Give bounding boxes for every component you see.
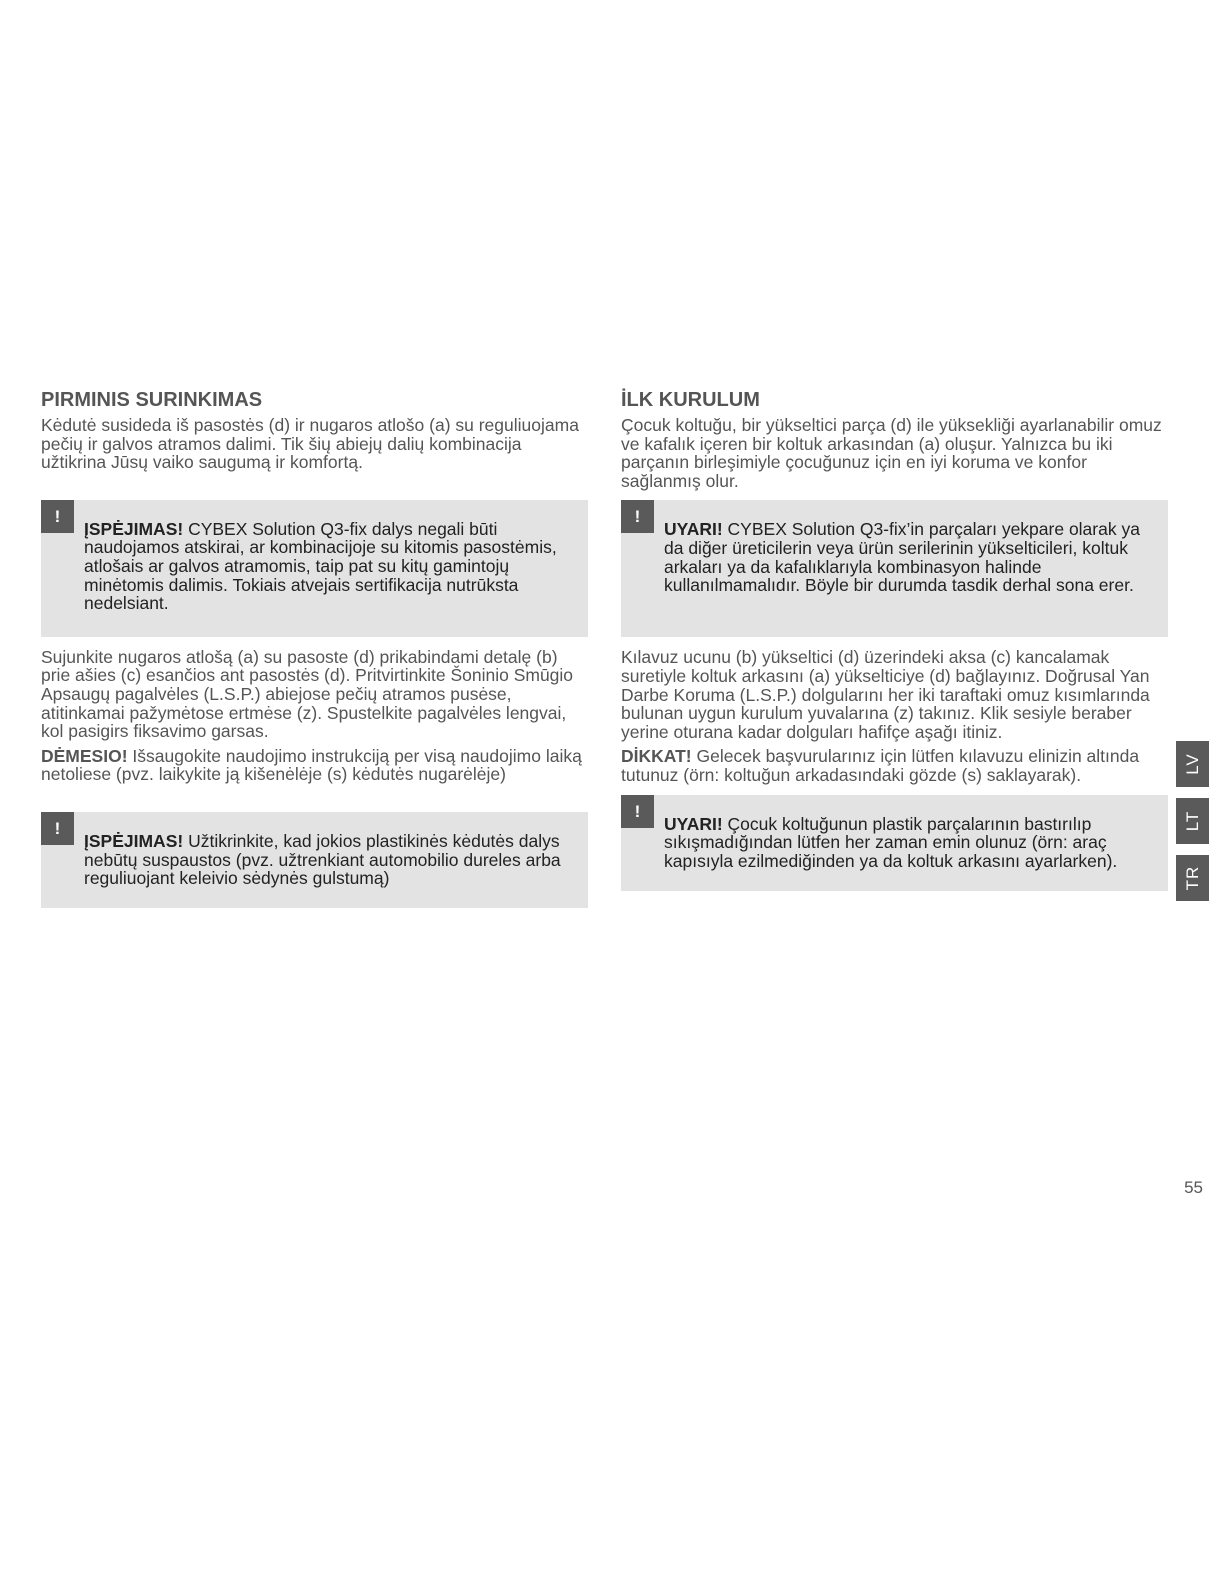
warning-box	[41, 500, 588, 637]
column-turkish	[621, 388, 1168, 891]
note-body: Išsaugokite naudojimo instrukciją per visą naudojimo laiką netoliese (pvz. laikykite ją kišenėlėje (s) kėdutės nugarėlėje)	[41, 745, 582, 785]
exclamation-icon: !	[621, 500, 654, 533]
note-paragraph	[621, 747, 1168, 784]
language-tab-lv	[1176, 741, 1209, 787]
warning-body: CYBEX Solution Q3-fix dalys negali būti naudojamos atskirai, ar kombinacijoje su kitomis pasostėmis, atlošais ar galvos atramomis, taip pat su kitų gamintojų minėtomis dalimis. Tokiais atvejais sertifikacija nutrūksta nedelsiant.	[84, 518, 557, 614]
assembly-paragraph: Sujunkite nugaros atlošą (a) su pasoste (d) prikabindami detalę (b) prie ašies (c) esančios ant pasostės (d). Pritvirtinkite Šoninio Smūgio Apsaugų pagalvėles (L.S.P.) abiejose pečių atramos pusėse, atitinkamai pažymėtose ertmėse (z). Spustelkite pagalvėles lengvai, kol pasigirs fiksavimo garsas.	[41, 646, 574, 742]
section-heading: İLK KURULUM	[621, 389, 760, 411]
warning-box	[41, 812, 588, 908]
warning-text	[664, 815, 1150, 871]
section-heading: PIRMINIS SURINKIMAS	[41, 389, 263, 411]
warning-box	[621, 500, 1168, 637]
warning-label: UYARI!	[664, 813, 723, 834]
warning-box	[621, 795, 1168, 891]
language-tabs	[1176, 741, 1209, 912]
warning-label: ĮSPĖJIMAS!	[84, 830, 184, 851]
exclamation-icon: !	[621, 795, 654, 828]
language-tab-label: TR	[1182, 865, 1202, 891]
page-number: 55	[1184, 1178, 1203, 1197]
intro-paragraph: Çocuk koltuğu, bir yükseltici parça (d) ile yüksekliği ayarlanabilir omuz ve kafalık içeren bir koltuk arkasından (a) oluşur. Yalnızca bu iki parçanın birleşimiyle çocuğunuz için en iyi koruma ve konfor sağlanmış olur.	[621, 415, 1162, 491]
assembly-paragraph: Kılavuz ucunu (b) yükseltici (d) üzerindeki aksa (c) kancalamak suretiyle koltuk arkasını (a) yükselticiye (d) bağlayınız. Doğrusal Yan Darbe Koruma (L.S.P.) dolgularını her iki taraftaki omuz kısımlarında bulunan uygun kurulum yuvalarına (z) takınız. Klik sesiyle beraber yerine oturana kadar dolguları hafifçe aşağı itiniz.	[621, 647, 1150, 742]
exclamation-icon: !	[41, 812, 74, 845]
language-tab-label: LT	[1182, 810, 1202, 832]
warning-text	[84, 832, 570, 888]
warning-text	[664, 520, 1150, 594]
warning-body: CYBEX Solution Q3-fix’in parçaları yekpare olarak ya da diğer üreticilerin veya ürün serilerinin yükselticileri, koltuk arkaları ya da kafalıklarıyla kombinasyon halinde kullanılmamalıdır. Böyle bir durumda tasdik derhal sona erer.	[664, 519, 1140, 596]
intro-paragraph: Kėdutė susideda iš pasostės (d) ir nugaros atlošo (a) su reguliuojama pečių ir galvos atramos dalimi. Tik šių abiejų dalių kombinacija užtikrina Jūsų vaiko saugumą ir komfortą.	[41, 415, 579, 473]
warning-label: ĮSPĖJIMAS!	[84, 518, 184, 539]
language-tab-lt	[1176, 798, 1209, 844]
warning-body: Užtikrinkite, kad jokios plastikinės kėdutės dalys nebūtų suspaustos (pvz. užtrenkiant automobilio dureles arba reguliuojant keleivio sėdynės gulstumą)	[84, 830, 561, 889]
warning-body: Çocuk koltuğunun plastik parçalarının bastırılıp sıkışmadığından lütfen her zaman emin olunuz (örn: araç kapısıyla ezilmediğinden ya da koltuk arkasını ayarlarken).	[664, 813, 1118, 871]
note-body: Gelecek başvurularınız için lütfen kılavuzu elinizin altında tutunuz (örn: koltuğun arkadasındaki gözde (s) saklayarak).	[621, 746, 1140, 785]
language-tab-label: LV	[1182, 753, 1202, 775]
warning-label: UYARI!	[664, 519, 723, 540]
note-label: DĖMESIO!	[41, 745, 128, 766]
language-tab-tr	[1176, 855, 1209, 901]
warning-text	[84, 520, 570, 613]
column-lithuanian	[41, 388, 588, 908]
note-label: DİKKAT!	[621, 746, 692, 767]
exclamation-icon: !	[41, 500, 74, 533]
note-paragraph	[41, 747, 588, 784]
